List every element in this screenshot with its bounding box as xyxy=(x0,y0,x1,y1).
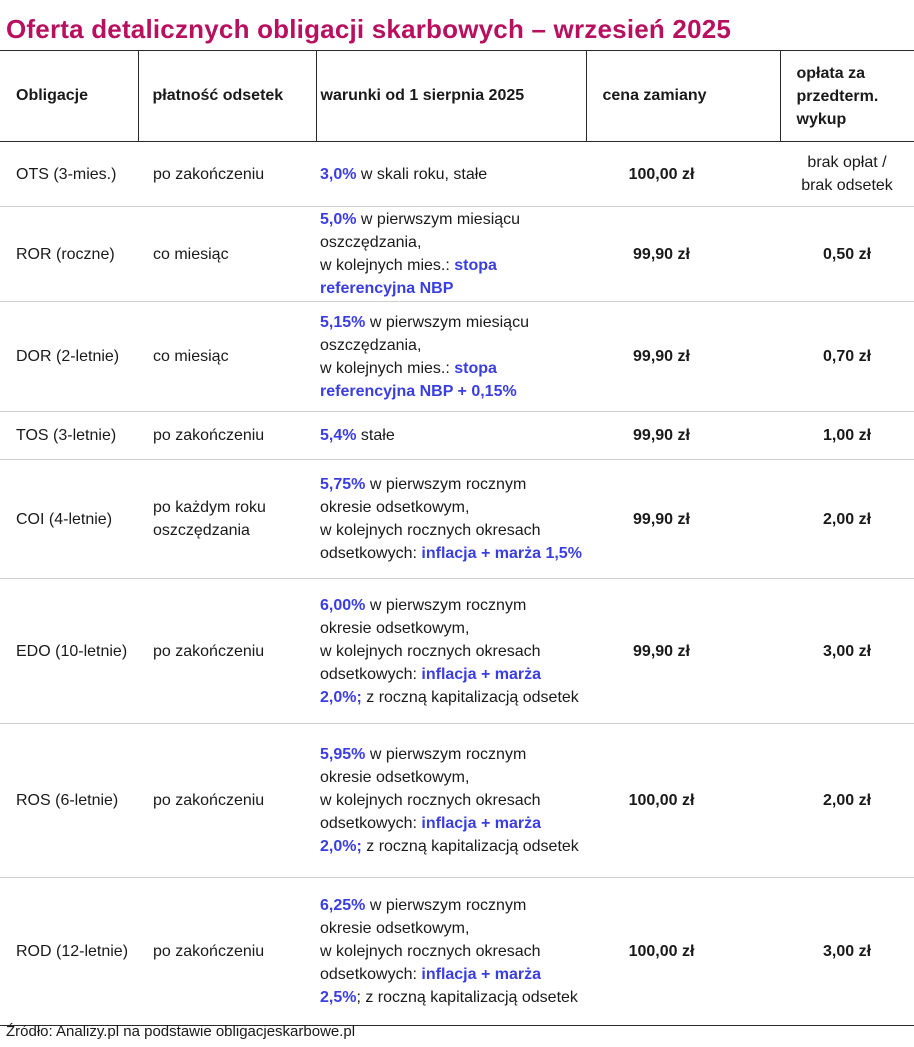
conditions-text-2: w kolejnych rocznych okresach odsetkowych: xyxy=(320,522,541,562)
conditions xyxy=(316,412,586,460)
early-redemption-fee: 1,00 zł xyxy=(780,412,914,460)
conditions-highlight: inflacja + marża 1,5% xyxy=(421,545,582,562)
exchange-price: 99,90 zł xyxy=(586,302,780,412)
bond-name: DOR (2-letnie) xyxy=(0,302,138,412)
conditions-text: w pierwszym rocznym okresie odsetkowym, xyxy=(320,746,527,786)
rate-highlight: 6,00% xyxy=(320,596,366,614)
table-header-row xyxy=(0,51,914,142)
bonds-table xyxy=(0,50,914,1026)
table-row xyxy=(0,207,914,302)
early-redemption-fee: 3,00 zł xyxy=(780,878,914,1026)
conditions-text: w pierwszym rocznym okresie odsetkowym, xyxy=(320,596,527,637)
bond-name: OTS (3-mies.) xyxy=(0,142,138,207)
conditions xyxy=(316,207,586,302)
header-payment: płatność odsetek xyxy=(138,51,316,142)
payment-schedule: po zakończeniu xyxy=(138,412,316,460)
conditions-text-3: ; z roczną kapitalizacją odsetek xyxy=(356,989,578,1006)
exchange-price: 100,00 zł xyxy=(586,142,780,207)
bond-name: EDO (10-letnie) xyxy=(0,579,138,724)
conditions-text-2: w kolejnych rocznych okresach odsetkowych: xyxy=(320,642,541,683)
fee-line2: brak odsetek xyxy=(801,177,893,194)
header-price: cena zamiany xyxy=(586,51,780,142)
conditions-text-2: w kolejnych mies.: xyxy=(320,257,455,274)
conditions xyxy=(316,460,586,579)
source-note: Źródło: Analizy.pl na podstawie obligacjeskarbowe.pl xyxy=(6,1023,356,1040)
conditions-text: w pierwszym rocznym okresie odsetkowym, xyxy=(320,897,527,937)
rate-highlight: 5,75% xyxy=(320,476,366,493)
payment-schedule: po zakończeniu xyxy=(138,724,316,878)
table-row xyxy=(0,302,914,412)
rate-highlight: 5,95% xyxy=(320,746,366,763)
conditions-text: w pierwszym miesiącu oszczędzania, xyxy=(320,313,529,354)
header-fee-line1: opłata za xyxy=(796,64,865,82)
conditions-highlight: inflacja + marża 2,5% xyxy=(320,966,542,1006)
exchange-price: 99,90 zł xyxy=(586,412,780,460)
conditions xyxy=(316,724,586,878)
payment-schedule: po zakończeniu xyxy=(138,878,316,1026)
table-row xyxy=(0,579,914,724)
conditions-text: w pierwszym miesiącu oszczędzania, xyxy=(320,211,521,251)
conditions-highlight: inflacja + marża 2,0%; xyxy=(320,665,542,706)
bond-name: TOS (3-letnie) xyxy=(0,412,138,460)
conditions xyxy=(316,878,586,1026)
conditions-text-2: w kolejnych rocznych okresach odsetkowych: xyxy=(320,943,541,983)
rate-highlight: 6,25% xyxy=(320,897,366,914)
rate-highlight: 5,0% xyxy=(320,211,357,228)
exchange-price: 99,90 zł xyxy=(586,579,780,724)
header-fee-line2: przedterm. xyxy=(796,87,879,105)
exchange-price: 100,00 zł xyxy=(586,878,780,1026)
conditions-highlight: stopa referencyjna NBP + 0,15% xyxy=(320,359,517,400)
bond-name: ROD (12-letnie) xyxy=(0,878,138,1026)
header-bond: Obligacje xyxy=(0,51,138,142)
bond-name: ROS (6-letnie) xyxy=(0,724,138,878)
fee-line1: brak opłat / xyxy=(807,154,887,171)
early-redemption-fee: 3,00 zł xyxy=(780,579,914,724)
conditions-text-2: w kolejnych rocznych okresach odsetkowych: xyxy=(320,792,541,832)
bond-name: ROR (roczne) xyxy=(0,207,138,302)
table-row xyxy=(0,460,914,579)
conditions-text: w skali roku, stałe xyxy=(356,165,488,183)
table-row xyxy=(0,724,914,878)
early-redemption-fee: 0,70 zł xyxy=(780,302,914,412)
exchange-price: 99,90 zł xyxy=(586,460,780,579)
exchange-price: 99,90 zł xyxy=(586,207,780,302)
table-row xyxy=(0,412,914,460)
conditions-text-2: w kolejnych mies.: xyxy=(320,359,455,377)
conditions xyxy=(316,302,586,412)
conditions-text: w pierwszym rocznym okresie odsetkowym, xyxy=(320,476,527,516)
header-fee xyxy=(780,51,914,142)
header-fee-line3: wykup xyxy=(796,110,847,128)
conditions xyxy=(316,142,586,207)
payment-schedule: po zakończeniu xyxy=(138,579,316,724)
exchange-price: 100,00 zł xyxy=(586,724,780,878)
page-title: Oferta detalicznych obligacji skarbowych – wrzesień 2025 xyxy=(6,14,732,44)
conditions-highlight: inflacja + marża 2,0%; xyxy=(320,815,542,855)
conditions-text-3: z roczną kapitalizacją odsetek xyxy=(361,838,579,855)
payment-schedule: co miesiąc xyxy=(138,302,316,412)
early-redemption-fee: 0,50 zł xyxy=(780,207,914,302)
conditions xyxy=(316,579,586,724)
rate-highlight: 3,0% xyxy=(320,165,357,183)
bond-name: COI (4-letnie) xyxy=(0,460,138,579)
header-conditions: warunki od 1 sierpnia 2025 xyxy=(316,51,586,142)
conditions-text-3: z roczną kapitalizacją odsetek xyxy=(361,688,579,706)
conditions-text: stałe xyxy=(356,427,395,444)
early-redemption-fee: 2,00 zł xyxy=(780,460,914,579)
payment-schedule: co miesiąc xyxy=(138,207,316,302)
payment-schedule: po każdym roku oszczędzania xyxy=(138,460,316,579)
table-row xyxy=(0,878,914,1026)
rate-highlight: 5,4% xyxy=(320,427,357,444)
payment-schedule: po zakończeniu xyxy=(138,142,316,207)
early-redemption-fee xyxy=(780,142,914,207)
early-redemption-fee: 2,00 zł xyxy=(780,724,914,878)
table-row xyxy=(0,142,914,207)
conditions-highlight: stopa referencyjna NBP xyxy=(320,257,497,297)
rate-highlight: 5,15% xyxy=(320,313,366,331)
